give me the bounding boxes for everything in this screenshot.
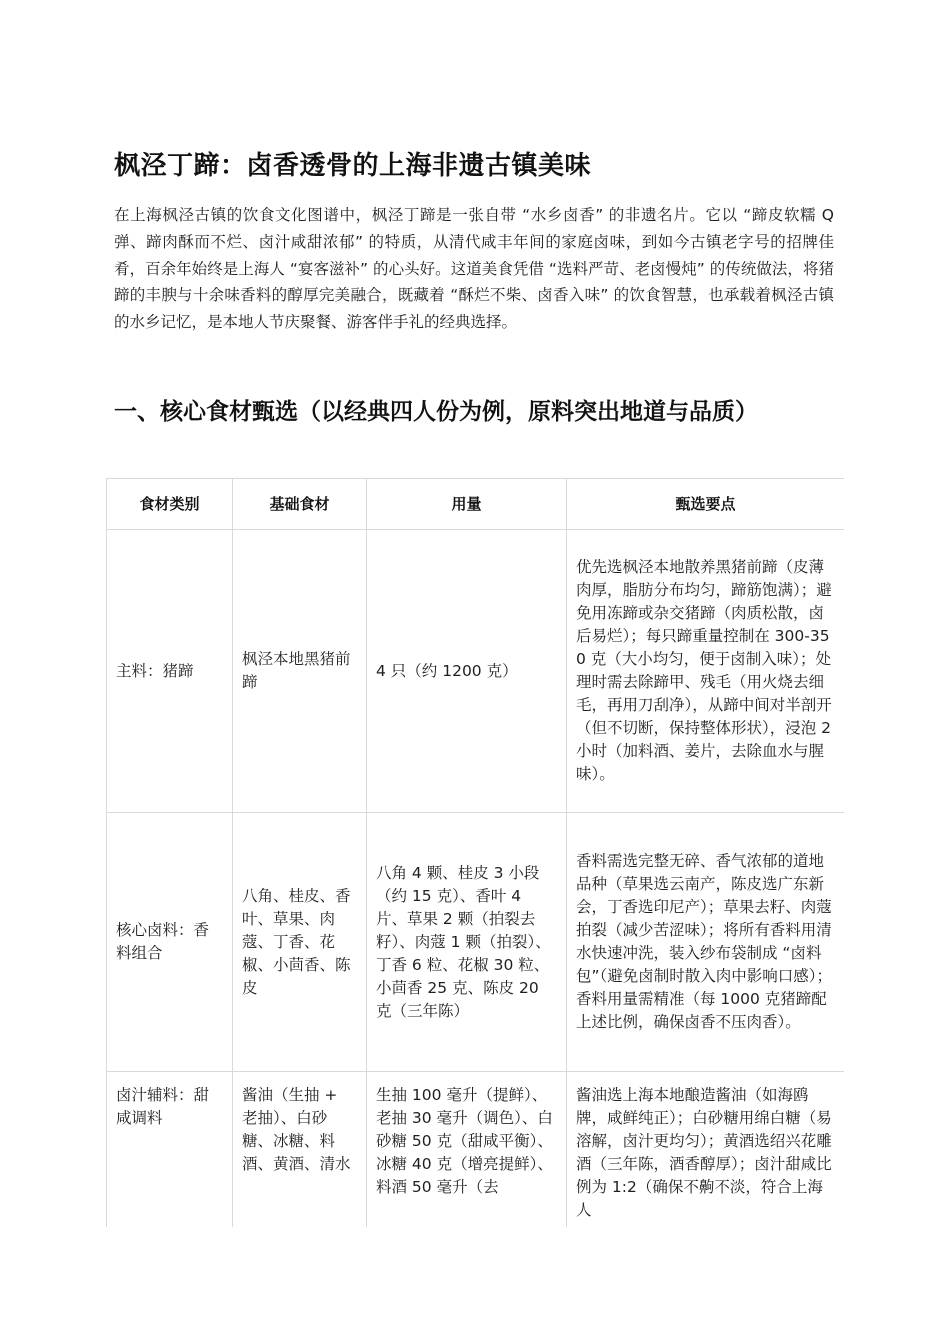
cell-category: 卤汁辅料：甜咸调料 (107, 1072, 233, 1228)
cell-selection-points: 优先选枫泾本地散养黑猪前蹄（皮薄肉厚，脂肪分布均匀，蹄筋饱满）；避免用冻蹄或杂交猪蹄（肉质松散，卤后易烂）；每只蹄重量控制在 300-350 克（大小均匀，便于卤制入味）；处理时需去除蹄甲、残毛（用火烧去细毛，再用刀刮净），从蹄中间对半剖开（但不切断，保持整体形状），浸泡 2 小时（加料酒、姜片，去除血水与腥味）。 (567, 530, 845, 813)
cell-selection-points: 酱油选上海本地酿造酱油（如海鸥牌，咸鲜纯正）；白砂糖用绵白糖（易溶解，卤汁更均匀）；黄酒选绍兴花雕酒（三年陈，酒香醇厚）；卤汁甜咸比例为 1:2（确保不齁不淡，符合上海人 (567, 1072, 845, 1228)
page-title: 枫泾丁蹄：卤香透骨的上海非遗古镇美味 (114, 151, 592, 181)
section-heading: 一、核心食材甄选（以经典四人份为例，原料突出地道与品质） (114, 399, 758, 425)
header-category: 食材类别 (107, 479, 233, 530)
cell-category: 主料：猪蹄 (107, 530, 233, 813)
ingredients-table-container (106, 478, 844, 1227)
table-header-row (107, 479, 845, 530)
cell-selection-points: 香料需选完整无碎、香气浓郁的道地品种（草果选云南产，陈皮选广东新会，丁香选印尼产）；草果去籽、肉蔻拍裂（减少苦涩味）；将所有香料用清水快速冲洗，装入纱布袋制成 “卤料包”（避免卤制时散入肉中影响口感）；香料用量需精准（每 1000 克猪蹄配上述比例，确保卤香不压肉香）。 (567, 813, 845, 1072)
table-row (107, 530, 845, 813)
header-selection-points: 甄选要点 (567, 479, 845, 530)
cell-ingredient: 八角、桂皮、香叶、草果、肉蔻、丁香、花椒、小茴香、陈皮 (233, 813, 367, 1072)
table-row (107, 813, 845, 1072)
cell-amount: 八角 4 颗、桂皮 3 小段（约 15 克）、香叶 4 片、草果 2 颗（拍裂去籽）、肉蔻 1 颗（拍裂）、丁香 6 粒、花椒 30 粒、小茴香 25 克、陈皮 20 克（三年陈） (367, 813, 567, 1072)
intro-paragraph: 在上海枫泾古镇的饮食文化图谱中，枫泾丁蹄是一张自带 “水乡卤香” 的非遗名片。它以 “蹄皮软糯 Q 弹、蹄肉酥而不烂、卤汁咸甜浓郁” 的特质，从清代咸丰年间的家庭卤味，到如今古镇老字号的招牌佳肴，百余年始终是上海人 “宴客滋补” 的心头好。这道美食凭借 “选料严苛、老卤慢炖” 的传统做法，将猪蹄的丰腴与十余味香料的醇厚完美融合，既藏着 “酥烂不柴、卤香入味” 的饮食智慧，也承载着枫泾古镇的水乡记忆，是本地人节庆聚餐、游客伴手礼的经典选择。 (114, 206, 834, 332)
table-row (107, 1072, 845, 1228)
cell-category: 核心卤料：香料组合 (107, 813, 233, 1072)
header-amount: 用量 (367, 479, 567, 530)
cell-amount: 4 只（约 1200 克） (367, 530, 567, 813)
cell-amount: 生抽 100 毫升（提鲜）、老抽 30 毫升（调色）、白砂糖 50 克（甜咸平衡）、冰糖 40 克（增亮提鲜）、料酒 50 毫升（去 (367, 1072, 567, 1228)
header-ingredient: 基础食材 (233, 479, 367, 530)
cell-ingredient: 枫泾本地黑猪前蹄 (233, 530, 367, 813)
ingredients-table (106, 478, 844, 1227)
cell-ingredient: 酱油（生抽 + 老抽）、白砂糖、冰糖、料酒、黄酒、清水 (233, 1072, 367, 1228)
